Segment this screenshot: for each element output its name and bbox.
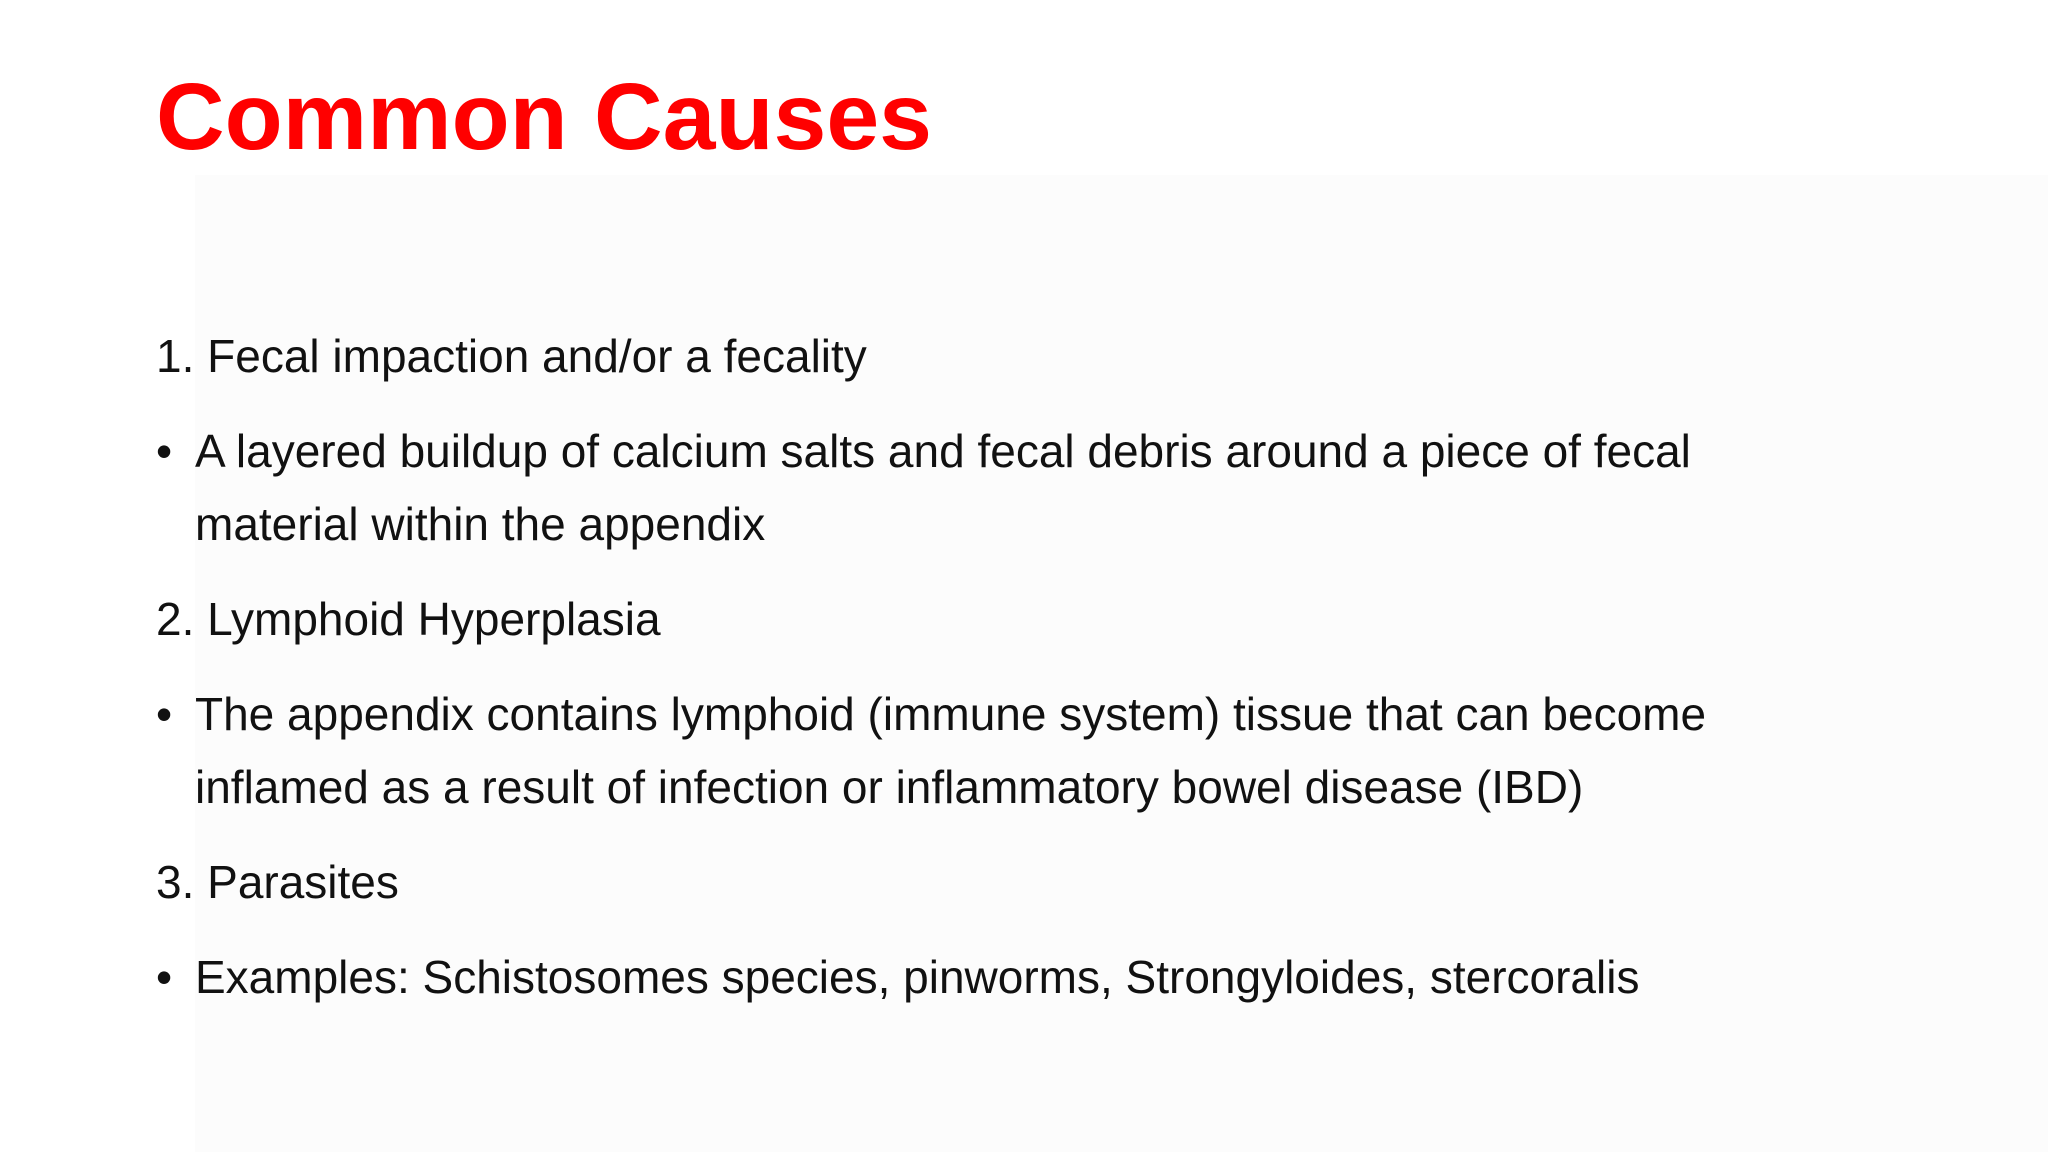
bullet-text: Examples: Schistosomes species, pinworms, Strongyloides, stercoralis (195, 951, 1640, 1003)
bullet-text: A layered buildup of calcium salts and fecal debris around a piece of fecal material within the appendix (195, 425, 1691, 550)
cause-heading-2: 2. Lymphoid Hyperplasia (156, 593, 661, 645)
cause-detail-1 (156, 415, 1856, 561)
slide-content (156, 320, 1856, 1036)
cause-detail-2 (156, 678, 1856, 824)
bullet-text: The appendix contains lymphoid (immune system) tissue that can become inflamed as a result of infection or inflammatory bowel disease (IBD) (195, 688, 1707, 813)
bullet-icon: • (156, 688, 173, 740)
cause-heading-3: 3. Parasites (156, 856, 399, 908)
bullet-icon: • (156, 425, 173, 477)
cause-detail-3 (156, 941, 1856, 1014)
cause-heading-1: 1. Fecal impaction and/or a fecality (156, 330, 867, 382)
slide-title: Common Causes (156, 64, 933, 170)
bullet-icon: • (156, 951, 173, 1003)
